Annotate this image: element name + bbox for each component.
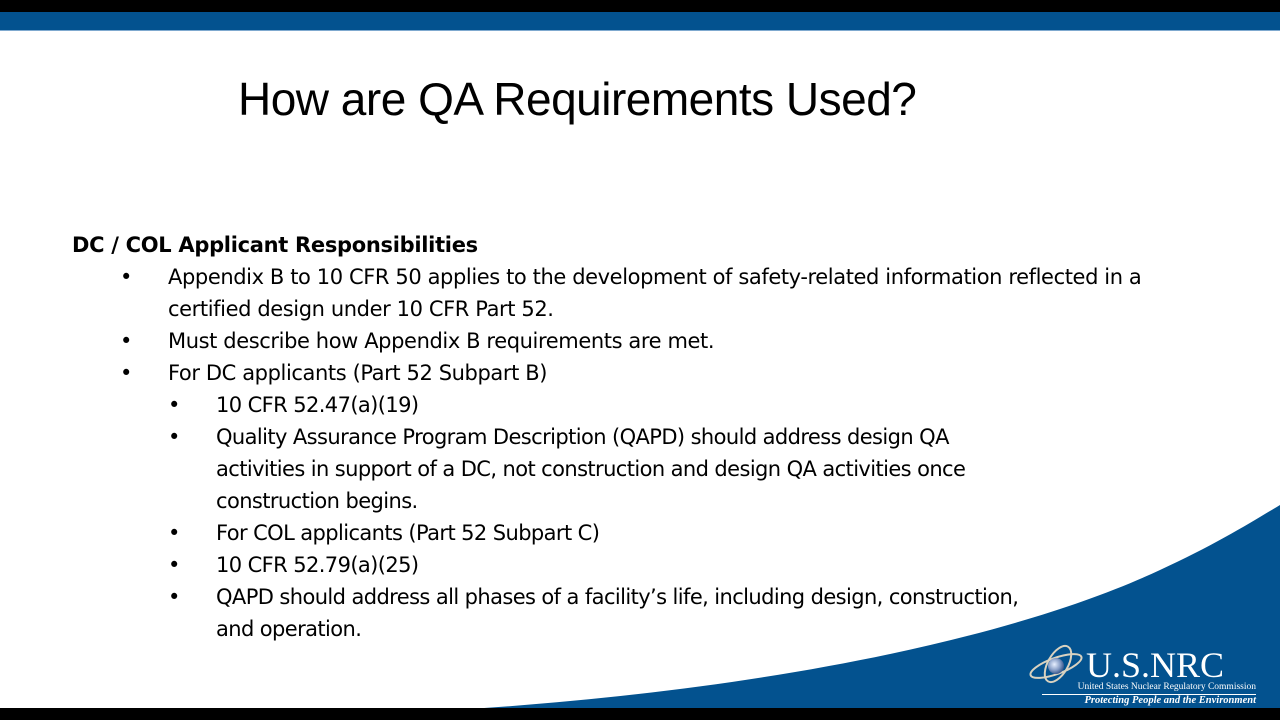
- bullet-icon: •: [168, 585, 180, 609]
- list-item-text: For COL applicants (Part 52 Subpart C): [216, 521, 600, 545]
- logo-wordmark: U.S.NRC: [1086, 645, 1225, 685]
- list-item-text: Appendix B to 10 CFR 50 applies to the development of safety-related information reflected in a certified design under 10 CFR Part 52.: [168, 265, 1142, 321]
- list-item: [72, 325, 1172, 357]
- bullet-icon: •: [168, 425, 180, 449]
- logo-subtitle: United States Nuclear Regulatory Commission: [1077, 682, 1256, 692]
- list-item-text: For DC applicants (Part 52 Subpart B): [168, 361, 548, 385]
- list-item-text: 10 CFR 52.47(a)(19): [216, 393, 419, 417]
- logo-tagline: Protecting People and the Environment: [1084, 695, 1256, 706]
- bullet-icon: •: [168, 521, 180, 545]
- bullet-list-level-2: [72, 389, 1172, 645]
- list-item-text: Quality Assurance Program Description (QAPD) should address design QA activities in support of a DC, not construction and design QA activities once construction begins.: [216, 425, 966, 513]
- nrc-logo: [1026, 640, 1258, 708]
- list-item: [72, 389, 1172, 421]
- list-item-text: Must describe how Appendix B requirements are met.: [168, 329, 715, 353]
- list-item: [72, 517, 1172, 549]
- list-item: [72, 581, 1172, 645]
- bullet-list-level-1: [72, 261, 1172, 389]
- list-item-text: 10 CFR 52.79(a)(25): [216, 553, 419, 577]
- atom-icon: [1026, 642, 1088, 686]
- bottom-letterbox-bar: [0, 708, 1280, 720]
- list-item: [72, 421, 1172, 517]
- list-item: [72, 261, 1172, 325]
- list-item-text: QAPD should address all phases of a facility’s life, including design, construction, and operation.: [216, 585, 1019, 641]
- list-item: [72, 549, 1172, 581]
- bullet-icon: •: [120, 361, 132, 385]
- list-item: [72, 357, 1172, 389]
- slide-body: [72, 229, 1172, 645]
- slide-title: How are QA Requirements Used?: [238, 73, 917, 125]
- bullet-icon: •: [120, 329, 132, 353]
- bullet-icon: •: [120, 265, 132, 289]
- bullet-icon: •: [168, 553, 180, 577]
- section-heading: DC / COL Applicant Responsibilities: [72, 233, 478, 257]
- bullet-icon: •: [168, 393, 180, 417]
